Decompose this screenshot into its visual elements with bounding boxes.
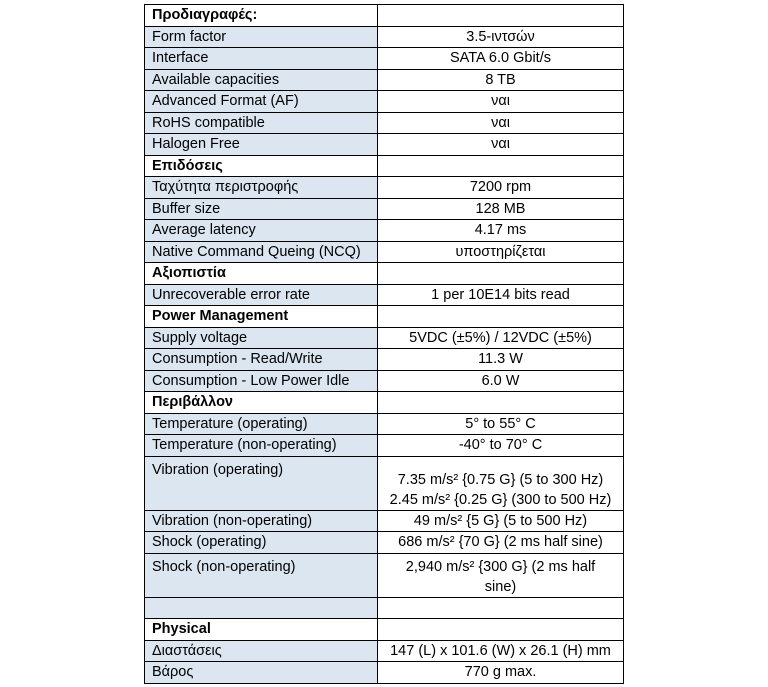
spec-value	[378, 597, 624, 619]
spec-label: Temperature (operating)	[145, 413, 378, 435]
spec-value: 4.17 ms	[378, 220, 624, 242]
spec-label: Native Command Queing (NCQ)	[145, 241, 378, 263]
spec-value: ναι	[378, 91, 624, 113]
spec-label: Available capacities	[145, 69, 378, 91]
spec-value: ναι	[378, 134, 624, 156]
spec-label: Supply voltage	[145, 327, 378, 349]
section-header-row	[145, 619, 624, 641]
spec-label: Advanced Format (AF)	[145, 91, 378, 113]
spec-value	[378, 155, 624, 177]
spec-row	[145, 134, 624, 156]
section-header-row	[145, 263, 624, 285]
spec-row	[145, 26, 624, 48]
spec-label: Consumption - Read/Write	[145, 349, 378, 371]
spec-value-line: sine)	[484, 578, 517, 595]
spec-label: Form factor	[145, 26, 378, 48]
spec-label: Shock (operating)	[145, 532, 378, 554]
spec-value-line: 7.35 m/s² {0.75 G} (5 to 300 Hz)	[397, 471, 604, 488]
spec-value-line: 2,940 m/s² {300 G} (2 ms half	[405, 558, 596, 575]
section-header-row	[145, 5, 624, 27]
section-header-row	[145, 306, 624, 328]
spec-value: 686 m/s² {70 G} (2 ms half sine)	[378, 532, 624, 554]
spec-label: Interface	[145, 48, 378, 70]
spec-label	[145, 597, 378, 619]
spec-label: Temperature (non-operating)	[145, 435, 378, 457]
spec-label: Shock (non-operating)	[145, 553, 378, 597]
section-title: Physical	[145, 619, 378, 641]
spec-label: Διαστάσεις	[145, 640, 378, 662]
spec-value: υποστηρίζεται	[378, 241, 624, 263]
spec-value: -40° to 70° C	[378, 435, 624, 457]
spec-row	[145, 456, 624, 510]
spec-label: Vibration (non-operating)	[145, 510, 378, 532]
spec-value	[378, 306, 624, 328]
spec-row	[145, 349, 624, 371]
spec-value: 49 m/s² {5 G} (5 to 500 Hz)	[378, 510, 624, 532]
spec-label: Unrecoverable error rate	[145, 284, 378, 306]
spec-table-body	[145, 5, 624, 684]
spec-value: 8 TB	[378, 69, 624, 91]
spec-row	[145, 241, 624, 263]
spec-label: Average latency	[145, 220, 378, 242]
spec-value: 3.5-ιντσών	[378, 26, 624, 48]
spec-row	[145, 220, 624, 242]
spec-value: ναι	[378, 112, 624, 134]
spec-value	[378, 456, 624, 510]
spec-row	[145, 284, 624, 306]
spec-row	[145, 370, 624, 392]
spec-value: 7200 rpm	[378, 177, 624, 199]
empty-row	[145, 597, 624, 619]
spec-label: Consumption - Low Power Idle	[145, 370, 378, 392]
spec-value: 6.0 W	[378, 370, 624, 392]
spec-value: 770 g max.	[378, 662, 624, 684]
spec-label: Βάρος	[145, 662, 378, 684]
spec-row	[145, 91, 624, 113]
section-header-row	[145, 392, 624, 414]
spec-row	[145, 640, 624, 662]
spec-value: 11.3 W	[378, 349, 624, 371]
section-title: Προδιαγραφές:	[145, 5, 378, 27]
spec-value	[378, 263, 624, 285]
spec-row	[145, 327, 624, 349]
spec-row	[145, 112, 624, 134]
spec-row	[145, 177, 624, 199]
spec-row	[145, 532, 624, 554]
spec-label: Ταχύτητα περιστροφής	[145, 177, 378, 199]
section-header-row	[145, 155, 624, 177]
section-title: Αξιοπιστία	[145, 263, 378, 285]
spec-row	[145, 435, 624, 457]
spec-label: Halogen Free	[145, 134, 378, 156]
spec-value	[378, 553, 624, 597]
spec-label: Vibration (operating)	[145, 456, 378, 510]
spec-value: 128 MB	[378, 198, 624, 220]
spec-row	[145, 69, 624, 91]
spec-row	[145, 510, 624, 532]
spec-value: 5VDC (±5%) / 12VDC (±5%)	[378, 327, 624, 349]
spec-row	[145, 48, 624, 70]
spec-row	[145, 553, 624, 597]
spec-row	[145, 198, 624, 220]
spec-value: 5° to 55° C	[378, 413, 624, 435]
spec-value	[378, 392, 624, 414]
section-title: Περιβάλλον	[145, 392, 378, 414]
spec-value	[378, 619, 624, 641]
spec-row	[145, 662, 624, 684]
spec-label: RoHS compatible	[145, 112, 378, 134]
spec-table	[144, 4, 624, 684]
spec-label: Buffer size	[145, 198, 378, 220]
spec-value	[378, 5, 624, 27]
spec-row	[145, 413, 624, 435]
spec-value-line: 2.45 m/s² {0.25 G} (300 to 500 Hz)	[389, 491, 612, 508]
section-title: Power Management	[145, 306, 378, 328]
section-title: Επιδόσεις	[145, 155, 378, 177]
spec-value: SATA 6.0 Gbit/s	[378, 48, 624, 70]
spec-value: 147 (L) x 101.6 (W) x 26.1 (H) mm	[378, 640, 624, 662]
spec-value: 1 per 10E14 bits read	[378, 284, 624, 306]
